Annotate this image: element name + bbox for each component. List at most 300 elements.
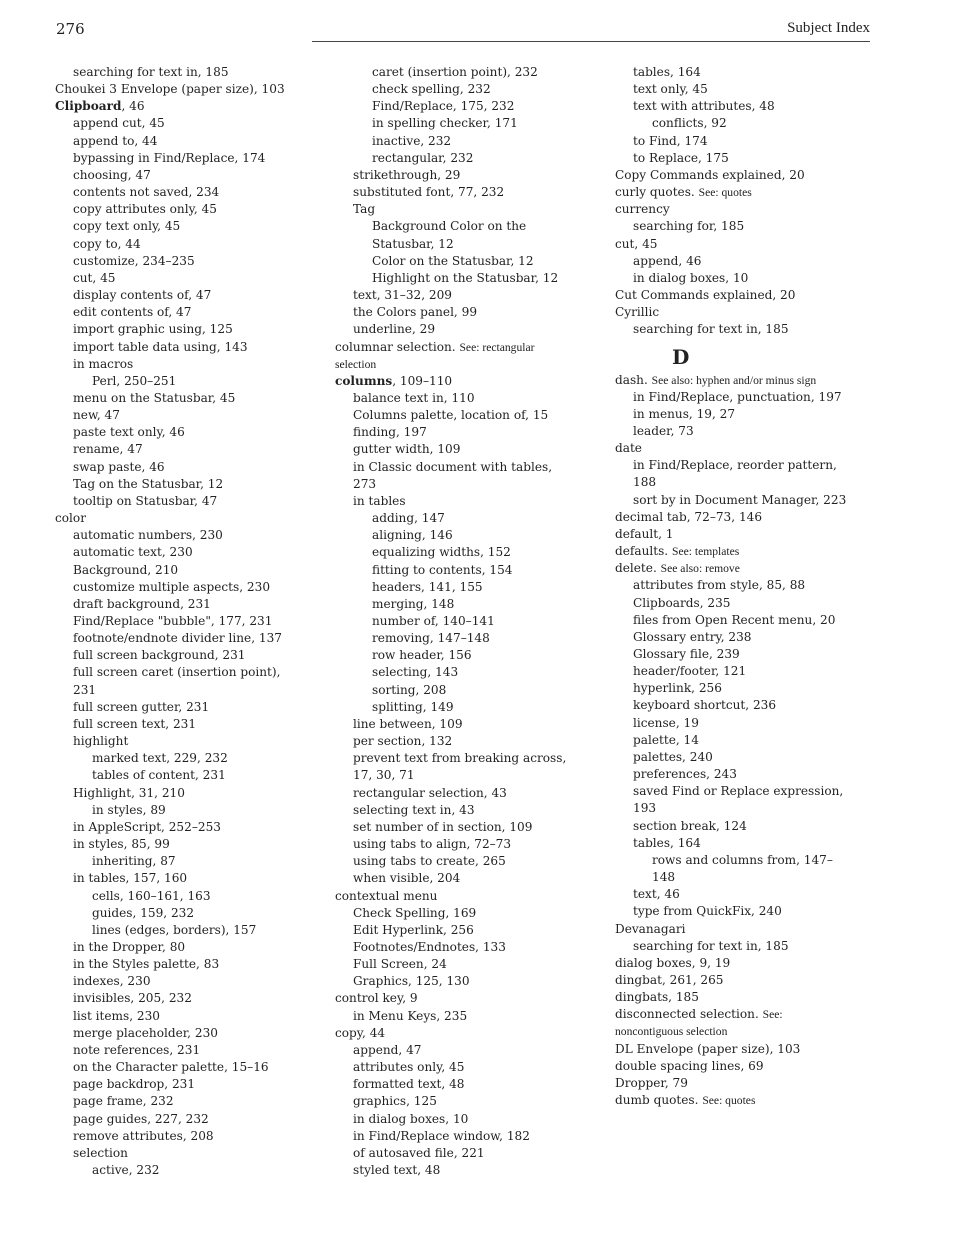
- entry-text: in menus, 19, 27: [633, 406, 736, 421]
- entry-text: Cyrillic: [615, 305, 660, 320]
- index-entry: [335, 956, 585, 973]
- index-entry: [55, 853, 305, 870]
- index-entry: [615, 474, 875, 491]
- index-entry: [615, 492, 875, 509]
- index-entry: [55, 424, 305, 441]
- index-entry: [615, 938, 875, 955]
- index-entry: [55, 270, 305, 287]
- running-head: Subject Index: [787, 20, 870, 36]
- entry-text: the Colors panel, 99: [353, 305, 478, 320]
- index-entry: [55, 939, 305, 956]
- index-entry: [615, 201, 875, 218]
- index-entry: [615, 577, 875, 594]
- index-entry: [615, 457, 875, 474]
- see-reference: See: templates: [672, 545, 740, 559]
- entry-text: Tag on the Statusbar, 12: [73, 476, 224, 491]
- index-entry: [335, 270, 585, 287]
- index-entry: [55, 596, 305, 613]
- entry-text: copy, 44: [335, 1025, 386, 1040]
- index-entry: [335, 716, 585, 733]
- entry-text: Check Spelling, 169: [353, 905, 477, 920]
- entry-text: Edit Hyperlink, 256: [353, 922, 474, 937]
- index-entry: [335, 1111, 585, 1128]
- index-column-3: [615, 64, 875, 1109]
- entry-text: Columns palette, location of, 15: [353, 408, 549, 423]
- index-entry: [335, 888, 585, 905]
- entry-text: automatic text, 230: [73, 545, 193, 560]
- index-entry: [615, 236, 875, 253]
- index-entry: [55, 304, 305, 321]
- entry-text: inheriting, 87: [92, 854, 176, 869]
- index-entry: [615, 595, 875, 612]
- entry-text: preferences, 243: [633, 767, 737, 782]
- entry-text: in spelling checker, 171: [372, 116, 518, 131]
- index-entry: [335, 218, 585, 235]
- entry-text: rename, 47: [73, 442, 143, 457]
- entry-text: sorting, 208: [372, 682, 447, 697]
- entry-text: default, 1: [615, 526, 674, 541]
- index-entry: [55, 1042, 305, 1059]
- index-entry: [615, 115, 875, 132]
- entry-text: fitting to contents, 154: [372, 562, 513, 577]
- index-entry: [615, 732, 875, 749]
- index-entry: [615, 629, 875, 646]
- index-entry: [55, 664, 305, 681]
- entry-text: currency: [615, 202, 670, 217]
- index-entry: [55, 750, 305, 767]
- entry-text: cut, 45: [73, 270, 116, 285]
- entry-text: append cut, 45: [73, 116, 165, 131]
- index-entry: [615, 287, 875, 304]
- entry-text: headers, 141, 155: [372, 579, 483, 594]
- index-entry: [335, 287, 585, 304]
- entry-text: append, 47: [353, 1042, 422, 1057]
- index-entry: [615, 903, 875, 920]
- entry-text: files from Open Recent menu, 20: [633, 612, 836, 627]
- entry-text: searching for text in, 185: [633, 938, 789, 953]
- entry-text: paste text only, 46: [73, 425, 185, 440]
- entry-text: searching for, 185: [633, 219, 745, 234]
- see-reference: See: quotes: [698, 186, 752, 200]
- index-entry: [335, 579, 585, 596]
- index-entry: [335, 339, 585, 356]
- see-reference: See:: [762, 1008, 783, 1022]
- index-entry: [615, 852, 875, 869]
- index-entry: [615, 440, 875, 457]
- entry-text: to Find, 174: [633, 133, 708, 148]
- entry-text: text, 46: [633, 887, 680, 902]
- entry-text: attributes from style, 85, 88: [633, 578, 806, 593]
- entry-text: selecting, 143: [372, 665, 459, 680]
- index-entry: [55, 527, 305, 544]
- see-reference: See: quotes: [702, 1094, 756, 1108]
- entry-text: rectangular, 232: [372, 150, 474, 165]
- index-entry: [615, 612, 875, 629]
- entry-text: full screen text, 231: [73, 716, 197, 731]
- index-entry: [55, 870, 305, 887]
- index-entry: [615, 184, 875, 201]
- entry-text: delete.: [615, 561, 657, 576]
- entry-text: keyboard shortcut, 236: [633, 698, 777, 713]
- index-entry: [335, 785, 585, 802]
- entry-text: , 46: [121, 99, 145, 114]
- index-entry: [55, 287, 305, 304]
- entry-text: 231: [73, 682, 97, 697]
- index-entry: [615, 663, 875, 680]
- entry-text: Devanagari: [615, 921, 686, 936]
- index-entry: [335, 167, 585, 184]
- entry-text: text, 31–32, 209: [353, 288, 452, 303]
- index-entry: [615, 150, 875, 167]
- header-rule: [312, 41, 870, 42]
- index-entry: [335, 1162, 585, 1179]
- index-entry: [55, 201, 305, 218]
- entry-text: 148: [652, 870, 676, 885]
- index-entry: [55, 562, 305, 579]
- entry-text: when visible, 204: [353, 871, 461, 886]
- entry-text: active, 232: [92, 1163, 160, 1177]
- entry-text: Background Color on the: [372, 219, 527, 234]
- entry-text: of autosaved file, 221: [353, 1145, 485, 1160]
- entry-text: full screen gutter, 231: [73, 699, 210, 714]
- entry-text: 193: [633, 801, 657, 816]
- entry-text: dash.: [615, 372, 648, 387]
- index-entry: [615, 766, 875, 783]
- index-entry: [335, 133, 585, 150]
- see-reference-continued: noncontiguous selection: [615, 1025, 728, 1039]
- index-entry: [55, 98, 305, 115]
- index-entry: [615, 835, 875, 852]
- entry-text: per section, 132: [353, 734, 453, 749]
- index-entry: [335, 939, 585, 956]
- index-entry: [335, 115, 585, 132]
- index-entry: [335, 870, 585, 887]
- entry-text: using tabs to create, 265: [353, 854, 506, 869]
- entry-text: text with attributes, 48: [633, 99, 775, 114]
- entry-text: 188: [633, 475, 657, 490]
- entry-text: tables, 164: [633, 835, 701, 850]
- entry-text: attributes only, 45: [353, 1060, 465, 1075]
- index-entry: [55, 1128, 305, 1145]
- index-entry: [335, 544, 585, 561]
- index-entry: [55, 888, 305, 905]
- index-entry: [55, 682, 305, 699]
- entry-text: graphics, 125: [353, 1094, 437, 1109]
- index-entry: [55, 905, 305, 922]
- entry-text: rectangular selection, 43: [353, 785, 507, 800]
- entry-text: tooltip on Statusbar, 47: [73, 493, 218, 508]
- entry-text: in dialog boxes, 10: [353, 1111, 469, 1126]
- entry-text: Footnotes/Endnotes, 133: [353, 939, 506, 954]
- index-entry: [615, 321, 875, 338]
- entry-text: to Replace, 175: [633, 150, 729, 165]
- index-entry: [55, 1111, 305, 1128]
- index-entry: [55, 990, 305, 1007]
- entry-text: cells, 160–161, 163: [92, 888, 211, 903]
- index-entry: [615, 783, 875, 800]
- entry-text: date: [615, 441, 642, 456]
- index-entry: [55, 356, 305, 373]
- index-entry: [615, 218, 875, 235]
- index-entry: [55, 373, 305, 390]
- index-entry: [335, 1059, 585, 1076]
- index-entry: [335, 64, 585, 81]
- entry-text: selection: [73, 1145, 128, 1160]
- index-entry: [335, 1008, 585, 1025]
- entry-text: display contents of, 47: [73, 288, 212, 303]
- index-entry: [335, 990, 585, 1007]
- entry-text: page guides, 227, 232: [73, 1111, 209, 1126]
- index-entry: [55, 407, 305, 424]
- index-entry: [335, 664, 585, 681]
- index-entry: [335, 973, 585, 990]
- entry-text: strikethrough, 29: [353, 167, 461, 182]
- entry-text: in tables, 157, 160: [73, 871, 188, 886]
- entry-text: choosing, 47: [73, 167, 151, 182]
- index-entry: [335, 836, 585, 853]
- index-entry: [55, 922, 305, 939]
- index-entry: [55, 133, 305, 150]
- entry-text: dialog boxes, 9, 19: [615, 955, 731, 970]
- see-reference: See also: hyphen and/or minus sign: [651, 373, 817, 387]
- entry-text: prevent text from breaking across,: [353, 751, 567, 766]
- index-entry: [335, 922, 585, 939]
- entry-text: tables of content, 231: [92, 768, 226, 783]
- index-column-2: [335, 64, 585, 1179]
- entry-text: columnar selection.: [335, 339, 456, 354]
- entry-text: guides, 159, 232: [92, 905, 195, 920]
- index-entry: [55, 716, 305, 733]
- entry-text: highlight: [73, 734, 129, 749]
- entry-text: copy to, 44: [73, 236, 141, 251]
- index-entry: [55, 613, 305, 630]
- entry-text: header/footer, 121: [633, 664, 747, 679]
- index-entry: [335, 201, 585, 218]
- entry-text: splitting, 149: [372, 699, 454, 714]
- index-entry: [335, 1093, 585, 1110]
- index-entry: [615, 253, 875, 270]
- entry-text: bypassing in Find/Replace, 174: [73, 150, 266, 165]
- entry-text: line between, 109: [353, 716, 463, 731]
- index-entry: [335, 184, 585, 201]
- index-entry: [335, 819, 585, 836]
- index-entry: [335, 304, 585, 321]
- entry-text: Copy Commands explained, 20: [615, 167, 805, 182]
- index-entry: [615, 818, 875, 835]
- entry-text: dingbats, 185: [615, 990, 699, 1005]
- index-entry: [55, 459, 305, 476]
- entry-text: footnote/endnote divider line, 137: [73, 631, 282, 646]
- index-entry: [615, 167, 875, 184]
- entry-text: palettes, 240: [633, 749, 713, 764]
- entry-text: removing, 147–148: [372, 631, 490, 646]
- entry-text: full screen background, 231: [73, 648, 246, 663]
- entry-text: Find/Replace, 175, 232: [372, 99, 515, 114]
- entry-text: Dropper, 79: [615, 1075, 688, 1090]
- entry-text: number of, 140–141: [372, 614, 495, 628]
- entry-text: swap paste, 46: [73, 459, 165, 474]
- index-entry: [55, 785, 305, 802]
- index-entry: [55, 579, 305, 596]
- entry-text: in Classic document with tables,: [353, 459, 553, 474]
- entry-text: inactive, 232: [372, 133, 452, 148]
- entry-text: indexes, 230: [73, 974, 151, 989]
- index-entry: [55, 733, 305, 750]
- index-entry: [55, 819, 305, 836]
- entry-text: selecting text in, 43: [353, 802, 475, 817]
- index-entry: [615, 715, 875, 732]
- entry-text: Tag: [353, 202, 376, 217]
- entry-text: section break, 124: [633, 818, 747, 833]
- entry-text: Color on the Statusbar, 12: [372, 253, 534, 268]
- entry-text: in Find/Replace, punctuation, 197: [633, 389, 842, 404]
- entry-text: in Menu Keys, 235: [353, 1008, 468, 1023]
- index-entry: [55, 956, 305, 973]
- index-entry: [335, 150, 585, 167]
- index-entry: [335, 699, 585, 716]
- index-entry: [55, 1059, 305, 1076]
- index-entry: [335, 510, 585, 527]
- index-entry: [335, 253, 585, 270]
- index-entry: [55, 150, 305, 167]
- entry-text: dumb quotes.: [615, 1093, 699, 1108]
- index-entry: [335, 750, 585, 767]
- index-entry: [55, 647, 305, 664]
- index-entry: [615, 886, 875, 903]
- entry-text: row header, 156: [372, 648, 472, 663]
- index-entry: [615, 972, 875, 989]
- entry-text: check spelling, 232: [372, 82, 491, 97]
- index-entry: [335, 905, 585, 922]
- index-entry: [335, 630, 585, 647]
- index-entry: [615, 543, 875, 560]
- index-entry: [55, 493, 305, 510]
- entry-text: append, 46: [633, 253, 702, 268]
- entry-text: formatted text, 48: [353, 1077, 465, 1092]
- index-entry: [335, 853, 585, 870]
- entry-text: in macros: [73, 356, 134, 371]
- index-column-1: [55, 64, 305, 1179]
- index-entry: [55, 1093, 305, 1110]
- index-entry: [335, 236, 585, 253]
- entry-text: finding, 197: [353, 425, 427, 440]
- entry-text: in Find/Replace, reorder pattern,: [633, 458, 837, 473]
- entry-text: Clipboards, 235: [633, 595, 731, 610]
- entry-text: invisibles, 205, 232: [73, 991, 192, 1006]
- entry-text: Highlight on the Statusbar, 12: [372, 270, 559, 285]
- index-entry: [615, 270, 875, 287]
- entry-bold-term: columns: [335, 373, 393, 388]
- entry-text: Background, 210: [73, 562, 179, 577]
- entry-text: in styles, 85, 99: [73, 837, 170, 852]
- index-entry: [615, 1006, 875, 1023]
- index-entry: [615, 1075, 875, 1092]
- index-entry: [615, 1041, 875, 1058]
- entry-text: Highlight, 31, 210: [73, 785, 185, 800]
- index-entry: [335, 98, 585, 115]
- index-entry: [55, 184, 305, 201]
- entry-text: Graphics, 125, 130: [353, 974, 470, 989]
- index-entry: [55, 1145, 305, 1162]
- entry-text: sort by in Document Manager, 223: [633, 492, 847, 507]
- entry-text: aligning, 146: [372, 528, 453, 543]
- entry-text: Glossary file, 239: [633, 647, 740, 661]
- page-number: 276: [56, 20, 85, 38]
- index-entry: [55, 1162, 305, 1179]
- entry-text: full screen caret (insertion point),: [73, 665, 281, 680]
- index-entry: [615, 921, 875, 938]
- index-entry: [55, 236, 305, 253]
- entry-text: Choukei 3 Envelope (paper size), 103: [55, 82, 285, 97]
- entry-text: contextual menu: [335, 888, 438, 903]
- entry-text: copy text only, 45: [73, 219, 181, 234]
- index-entry: [615, 406, 875, 423]
- entry-text: draft background, 231: [73, 596, 211, 611]
- index-entry: [335, 596, 585, 613]
- entry-text: new, 47: [73, 408, 120, 423]
- entry-text: double spacing lines, 69: [615, 1058, 764, 1073]
- entry-text: text only, 45: [633, 82, 708, 97]
- index-entry: [335, 81, 585, 98]
- entry-text: cut, 45: [615, 236, 658, 251]
- entry-bold-term: Clipboard: [55, 99, 122, 114]
- entry-text: tables, 164: [633, 65, 701, 79]
- entry-text: on the Character palette, 15–16: [73, 1060, 269, 1075]
- index-entry: [335, 459, 585, 476]
- index-entry: [55, 767, 305, 784]
- index-entry: [55, 476, 305, 493]
- entry-text: remove attributes, 208: [73, 1128, 214, 1143]
- entry-text: adding, 147: [372, 511, 445, 526]
- entry-text: in the Styles palette, 83: [73, 957, 220, 972]
- entry-text: rows and columns from, 147–: [652, 852, 833, 867]
- index-entry: [55, 339, 305, 356]
- index-entry: [615, 800, 875, 817]
- index-entry: [615, 1058, 875, 1075]
- index-entry: [615, 526, 875, 543]
- see-reference: See also: remove: [660, 562, 740, 576]
- entry-text: Glossary entry, 238: [633, 629, 752, 644]
- index-entry: [335, 613, 585, 630]
- index-entry: [615, 304, 875, 321]
- see-reference-continued: selection: [335, 357, 377, 371]
- entry-text: leader, 73: [633, 423, 694, 438]
- index-entry: [335, 1145, 585, 1162]
- entry-text: color: [55, 511, 86, 526]
- entry-text: DL Envelope (paper size), 103: [615, 1041, 801, 1056]
- entry-text: page frame, 232: [73, 1094, 174, 1109]
- entry-text: 17, 30, 71: [353, 768, 415, 783]
- entry-text: import table data using, 143: [73, 339, 248, 354]
- entry-text: dingbat, 261, 265: [615, 972, 724, 987]
- entry-text: merge placeholder, 230: [73, 1025, 218, 1040]
- entry-text: conflicts, 92: [652, 116, 727, 131]
- entry-text: Statusbar, 12: [372, 236, 454, 251]
- index-entry: [615, 560, 875, 577]
- index-entry: [55, 630, 305, 647]
- index-entry: [615, 64, 875, 81]
- index-entry: [335, 356, 585, 373]
- index-entry: [55, 218, 305, 235]
- entry-text: disconnected selection.: [615, 1007, 759, 1022]
- index-entry: [335, 321, 585, 338]
- index-entry: [615, 680, 875, 697]
- index-entry: [615, 955, 875, 972]
- entry-text: set number of in section, 109: [353, 819, 533, 834]
- index-entry: [335, 441, 585, 458]
- entry-text: gutter width, 109: [353, 442, 461, 457]
- entry-text: customize multiple aspects, 230: [73, 579, 271, 594]
